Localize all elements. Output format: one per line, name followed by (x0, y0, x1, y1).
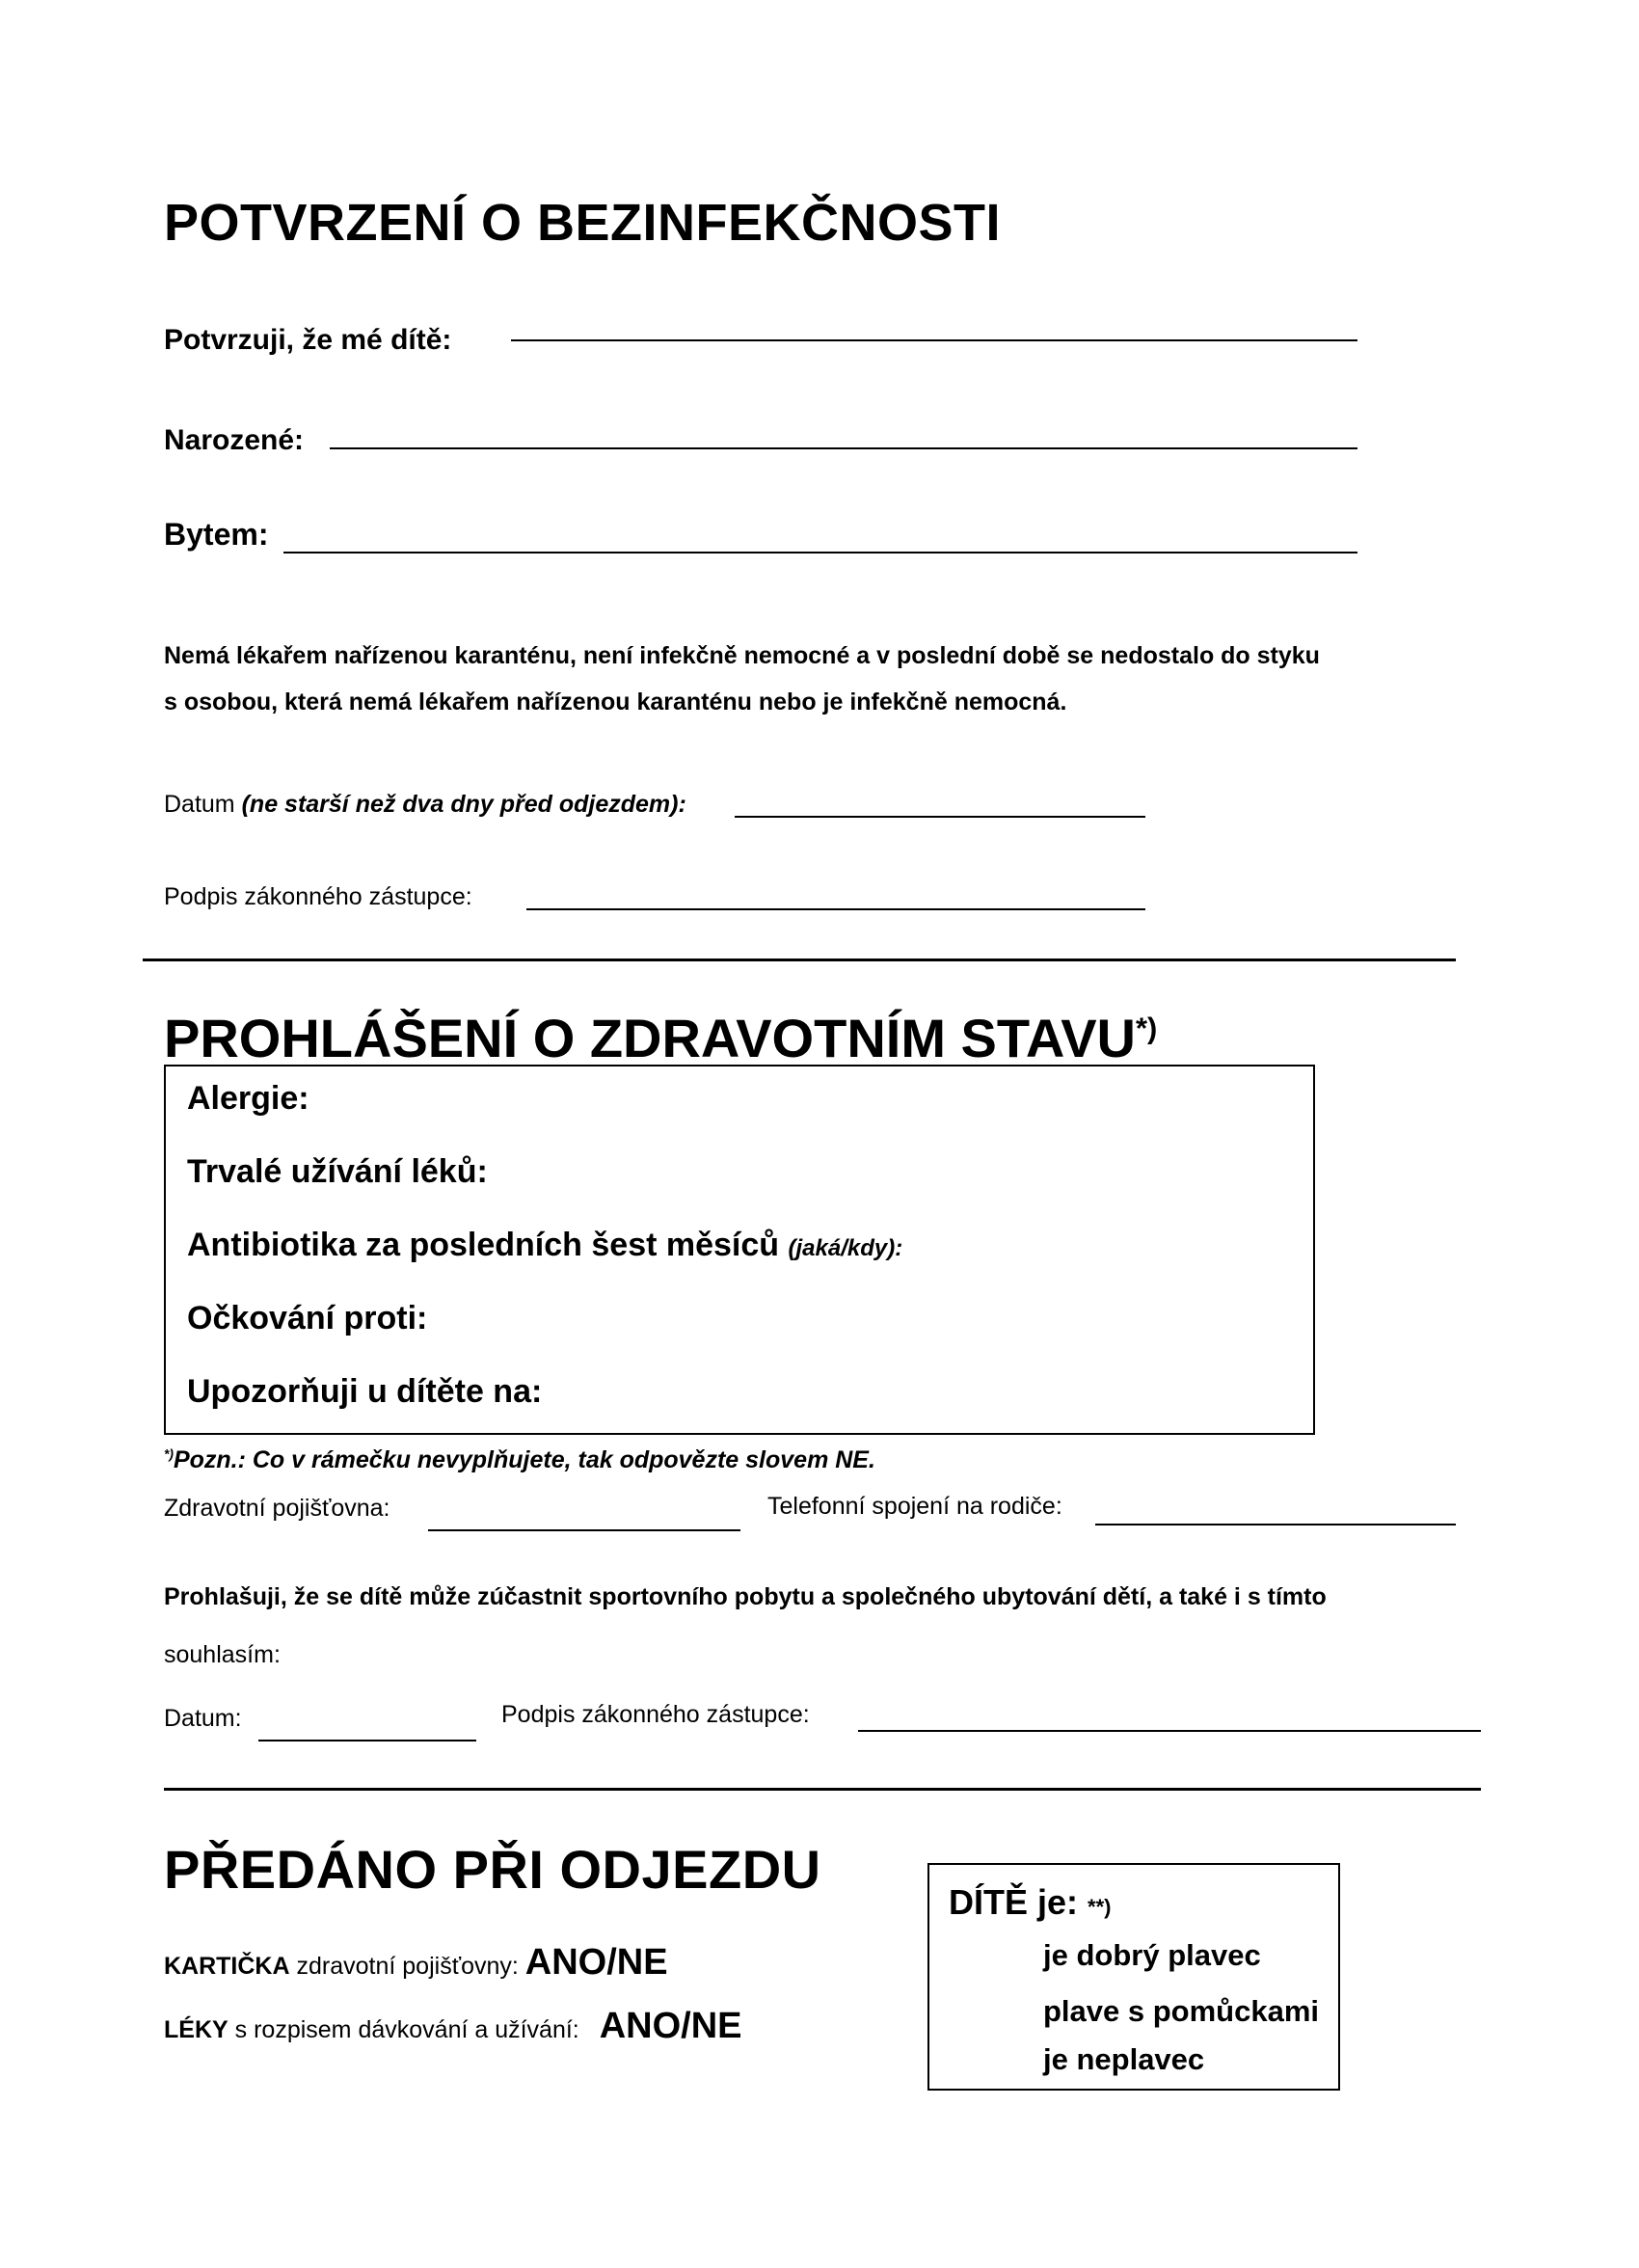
box-note (164, 1446, 875, 1474)
child-label: Potvrzuji, že mé dítě: (164, 324, 452, 356)
option-non-swimmer[interactable]: je neplavec (1043, 2042, 1205, 2076)
phone-label: Telefonní spojení na rodiče: (767, 1493, 1062, 1520)
meds-text: s rozpisem dávkování a užívání: (234, 2016, 579, 2043)
meds-value[interactable]: ANO/NE (599, 2006, 742, 2046)
date-row (164, 791, 686, 819)
section-divider-1 (143, 958, 1456, 961)
declaration-line-2: souhlasím: (164, 1641, 281, 1668)
card-text: zdravotní pojišťovny: (296, 1953, 519, 1980)
child-swim-heading-text: DÍTĚ je: (949, 1882, 1079, 1922)
child-swim-box (927, 1863, 1340, 2091)
box-note-mark: *) (164, 1446, 174, 1462)
section3-title: PŘEDÁNO PŘI ODJEZDU (164, 1839, 821, 1900)
phone-field[interactable] (1095, 1524, 1456, 1526)
antibiotics-note: (jaká/kdy): (788, 1235, 903, 1261)
card-value[interactable]: ANO/NE (524, 1942, 668, 1983)
warning-label[interactable]: Upozorňuji u dítěte na: (187, 1373, 543, 1410)
statement (164, 633, 1379, 725)
declaration-line-1: Prohlašuji, že se dítě může zúčastnit sportovního pobytu a společného ubytování dětí, a také i s tímto (164, 1583, 1327, 1610)
address-field[interactable] (283, 552, 1357, 554)
child-swim-heading (949, 1882, 1111, 1923)
section1-title: POTVRZENÍ O BEZINFEKČNOSTI (164, 194, 1002, 252)
date-label: Datum (164, 791, 235, 818)
date-label-2: Datum: (164, 1705, 242, 1732)
option-swims-with-aids[interactable]: plave s pomůckami (1043, 1994, 1320, 2028)
child-name-field[interactable] (511, 339, 1357, 341)
meds-row (164, 2006, 742, 2047)
date-field[interactable] (735, 816, 1145, 818)
vaccination-label[interactable]: Očkování proti: (187, 1300, 428, 1336)
meds-label[interactable]: Trvalé užívání léků: (187, 1153, 488, 1190)
statement-line-1: Nemá lékařem nařízenou karanténu, není infekčně nemocné a v poslední době se nedostalo do styku (164, 642, 1320, 669)
statement-line-2: s osobou, která nemá lékařem nařízenou karanténu nebo je infekčně nemocná. (164, 688, 1067, 716)
section2-title-mark: *) (1136, 1011, 1158, 1045)
health-box (164, 1065, 1315, 1435)
card-bold: KARTIČKA (164, 1953, 290, 1980)
section-divider-2 (164, 1788, 1481, 1791)
option-good-swimmer[interactable]: je dobrý plavec (1043, 1938, 1261, 1972)
signature-label-1: Podpis zákonného zástupce: (164, 883, 472, 910)
declaration (164, 1568, 1417, 1684)
signature-label-2: Podpis zákonného zástupce: (501, 1701, 810, 1728)
section2-title-text: PROHLÁŠENÍ O ZDRAVOTNÍM STAVU (164, 1008, 1136, 1068)
address-label: Bytem: (164, 517, 269, 552)
insurance-field[interactable] (428, 1529, 740, 1531)
allergy-label[interactable]: Alergie: (187, 1080, 309, 1117)
box-note-text: Pozn.: Co v rámečku nevyplňujete, tak odpovězte slovem NE. (173, 1446, 875, 1473)
antibiotics-label: Antibiotika za posledních šest měsíců (187, 1227, 780, 1263)
insurance-label: Zdravotní pojišťovna: (164, 1495, 390, 1522)
born-field[interactable] (330, 447, 1357, 449)
child-swim-heading-mark: **) (1088, 1895, 1112, 1919)
signature-field-1[interactable] (526, 908, 1145, 910)
date-field-2[interactable] (258, 1740, 476, 1742)
signature-field-2[interactable] (858, 1730, 1481, 1732)
card-row (164, 1942, 668, 1984)
born-label: Narozené: (164, 424, 305, 456)
section2-title (164, 1007, 1157, 1069)
meds-bold: LÉKY (164, 2016, 228, 2043)
antibiotics-row[interactable] (187, 1227, 902, 1264)
date-note: (ne starší než dva dny před odjezdem): (241, 791, 686, 818)
